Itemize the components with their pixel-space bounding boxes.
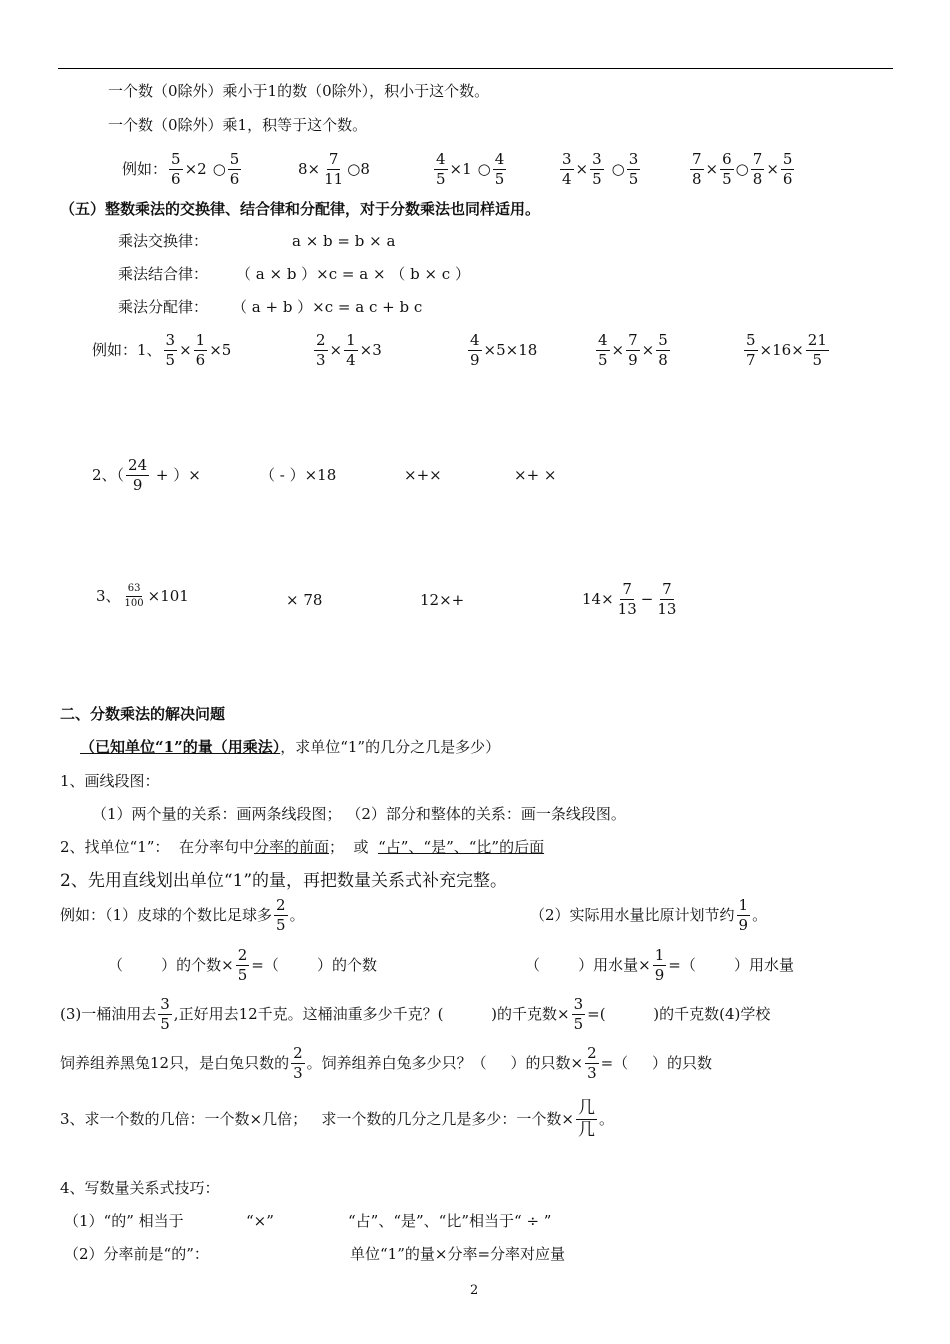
rule-line-2: 一个数（0除外）乘1，积等于这个数。 (108, 116, 368, 134)
exercise-2-a (92, 458, 201, 493)
text: (3)一桶油用去 (60, 1005, 157, 1023)
fraction: $\frac{5}{7}$ (746, 331, 756, 369)
tip-1-b: “×” (246, 1212, 274, 1230)
section-heading: （五）整数乘法的交换律、结合律和分配律，对于分数乘法也同样适用。 (60, 200, 541, 218)
part-heading: 二、分数乘法的解决问题 (60, 705, 226, 723)
tip-1-c: “占”、“是”、“比”相当于“ ÷ ” (348, 1212, 552, 1230)
top-rule (58, 68, 893, 69)
fill-in-a (108, 948, 377, 983)
tip-2-b: 单位“1”的量×分率=分率对应量 (350, 1245, 566, 1263)
fraction: $\frac{2}{3}$ (293, 1044, 303, 1082)
text: （ ）用水量× (525, 956, 651, 974)
operator: × (766, 160, 779, 178)
operator: × (329, 341, 343, 359)
compare-example-4 (558, 152, 642, 187)
operator: − (640, 590, 654, 608)
exercise-3-b: × 78 (286, 591, 323, 609)
example-a (60, 898, 305, 933)
fraction: $\frac{4}{5}$ (494, 150, 505, 188)
law-name: 乘法结合律： (118, 265, 209, 283)
compare-example-3 (432, 152, 508, 187)
point-4 (60, 1100, 614, 1139)
fraction: $\frac{2}{3}$ (316, 331, 326, 369)
operator: ×3 (359, 341, 382, 359)
exercise-3-d (582, 582, 680, 617)
exercise-1-c (466, 333, 537, 368)
fraction: $\frac{4}{5}$ (436, 150, 446, 188)
text: （ ）的个数× (108, 956, 234, 974)
text: 2、找单位“1”： 在分率句中 (60, 838, 254, 856)
operator: ×101 (147, 587, 189, 605)
text: 3、求一个数的几倍：一个数×几倍； 求一个数的几分之几是多少：一个数× (60, 1110, 574, 1128)
question-3 (60, 997, 770, 1032)
fraction: $\frac{7}{13}$ (617, 580, 637, 618)
law-formula: a × b = b × a (292, 232, 396, 250)
fraction: $\frac{5}{6}$ (229, 150, 240, 188)
operator: × (575, 160, 589, 178)
text: （2）实际用水量比原计划节约 (530, 906, 735, 924)
fraction: $\frac{24}{9}$ (128, 456, 148, 494)
example-label: 例如： (122, 160, 168, 178)
compare-example-1 (122, 152, 243, 187)
operator: 14× (582, 590, 614, 608)
fraction: $\frac{1}{4}$ (346, 331, 356, 369)
point-1: 1、画线段图： (60, 772, 160, 790)
exercise-2-b: （ - ）×18 (260, 466, 337, 484)
exercise-2-d: ×+ × (514, 466, 557, 484)
compare-circle: ○ (477, 160, 491, 178)
compare-example-2 (298, 152, 370, 187)
fill-in-b (525, 948, 794, 983)
fraction: $\frac{2}{5}$ (276, 896, 286, 934)
tip-2-a: （2）分率前是“的”： (64, 1245, 209, 1263)
fraction: $\frac{4}{5}$ (598, 331, 608, 369)
fraction: $\frac{1}{6}$ (195, 331, 206, 369)
fraction: $\frac{1}{9}$ (738, 896, 749, 934)
text: =( )的千克数(4)学校 (587, 1005, 771, 1023)
subheading-emphasis: （已知单位“1”的量（用乘法） (80, 738, 281, 756)
operator: + ）× (151, 466, 201, 484)
text: ； 或 (328, 838, 379, 856)
text: 。 (752, 906, 768, 924)
compare-example-5 (688, 152, 796, 187)
fraction: $\frac{3}{5}$ (160, 995, 170, 1033)
text: ,正好用去12千克。这桶油重多少千克？( )的千克数× (173, 1005, 570, 1023)
exercise-1-d (594, 333, 672, 368)
fraction: $\frac{7}{8}$ (752, 150, 763, 188)
operator: ×5×18 (483, 341, 538, 359)
operator: × (611, 341, 625, 359)
exercise-1-b (312, 333, 382, 368)
exercise-1-a (92, 333, 231, 368)
text: 饲养组养黑兔12只，是白兔只数的 (60, 1054, 290, 1072)
operator: ×5 (209, 341, 232, 359)
fraction: $\frac{5}{6}$ (171, 150, 181, 188)
part-subheading (80, 740, 500, 755)
fraction: $\frac{7}{11}$ (324, 150, 344, 188)
exercise-label: 2、（ (92, 466, 125, 484)
subheading-rest: ，求单位“1”的几分之几是多少） (280, 738, 501, 756)
fraction: $\frac{2}{5}$ (237, 946, 248, 984)
example-b (530, 898, 767, 933)
text: =（ ）用水量 (668, 956, 794, 974)
fraction: $\frac{\text{几}}{\text{几}}$ (578, 1098, 595, 1140)
fraction: $\frac{2}{3}$ (587, 1044, 597, 1082)
law-formula: （ a × b ）×c = a × （ b × c ） (236, 265, 470, 283)
fraction: $\frac{63}{100}$ (124, 583, 144, 609)
operator: ×16× (759, 341, 804, 359)
exercise-label: 例如：1、 (92, 341, 162, 359)
question-4 (60, 1046, 712, 1081)
fraction: $\frac{1}{9}$ (654, 946, 665, 984)
operator: ×2 (184, 160, 207, 178)
underlined-text: “占”、“是”、“比”的后面 (378, 838, 545, 856)
operand: 8 (360, 160, 370, 178)
operator: ×1 (449, 160, 472, 178)
fraction: $\frac{7}{13}$ (657, 580, 677, 618)
fraction: $\frac{5}{8}$ (658, 331, 668, 369)
fraction: $\frac{3}{5}$ (592, 150, 602, 188)
fraction: $\frac{3}{5}$ (628, 150, 639, 188)
operator: 8× (298, 160, 321, 178)
fraction: $\frac{6}{5}$ (722, 150, 732, 188)
exercise-2-c: ×+× (404, 466, 442, 484)
operator: × (179, 341, 192, 359)
underlined-text: 分率的前面 (253, 838, 329, 856)
compare-circle: ○ (347, 160, 361, 178)
compare-circle: ○ (212, 160, 226, 178)
text: =（ ）的只数 (600, 1054, 713, 1072)
text: 。 (599, 1110, 615, 1128)
text: 例如：（1）皮球的个数比足球多 (60, 906, 273, 924)
law-formula: （ a + b ）×c = a c + b c (232, 298, 423, 316)
exercise-3-a (96, 584, 189, 609)
fraction: $\frac{7}{9}$ (628, 331, 638, 369)
text: 。饲养组养白兔多少只？（ ）的只数× (306, 1054, 584, 1072)
exercise-label: 3、 (96, 587, 121, 605)
point-5: 4、写数量关系式技巧： (60, 1179, 220, 1197)
point-1-detail: （1）两个量的关系：画两条线段图； （2）部分和整体的关系：画一条线段图。 (92, 805, 626, 823)
text: =（ ）的个数 (251, 956, 377, 974)
tip-1-a: （1）“的” 相当于 (64, 1212, 184, 1230)
law-name: 乘法分配律： (118, 298, 209, 316)
fraction: $\frac{3}{5}$ (573, 995, 584, 1033)
exercise-3-c: 12×+ (420, 591, 465, 609)
point-2 (60, 840, 544, 855)
point-3: 2、先用直线划出单位“1”的量，再把数量关系式补充完整。 (60, 871, 508, 891)
operator: × (705, 160, 719, 178)
fraction: $\frac{7}{8}$ (692, 150, 702, 188)
fraction: $\frac{3}{5}$ (165, 331, 176, 369)
page-number: 2 (470, 1283, 479, 1298)
text: 。 (289, 906, 305, 924)
compare-circle: ○ (735, 160, 749, 178)
fraction: $\frac{3}{4}$ (562, 150, 572, 188)
fraction: $\frac{4}{9}$ (470, 331, 480, 369)
law-name: 乘法交换律： (118, 232, 209, 250)
fraction: $\frac{21}{5}$ (807, 331, 827, 369)
operator: × (641, 341, 655, 359)
exercise-1-e (742, 333, 831, 368)
fraction: $\frac{5}{6}$ (782, 150, 793, 188)
compare-circle: ○ (611, 160, 625, 178)
rule-line-1: 一个数（0除外）乘小于1的数（0除外），积小于这个数。 (108, 82, 490, 100)
